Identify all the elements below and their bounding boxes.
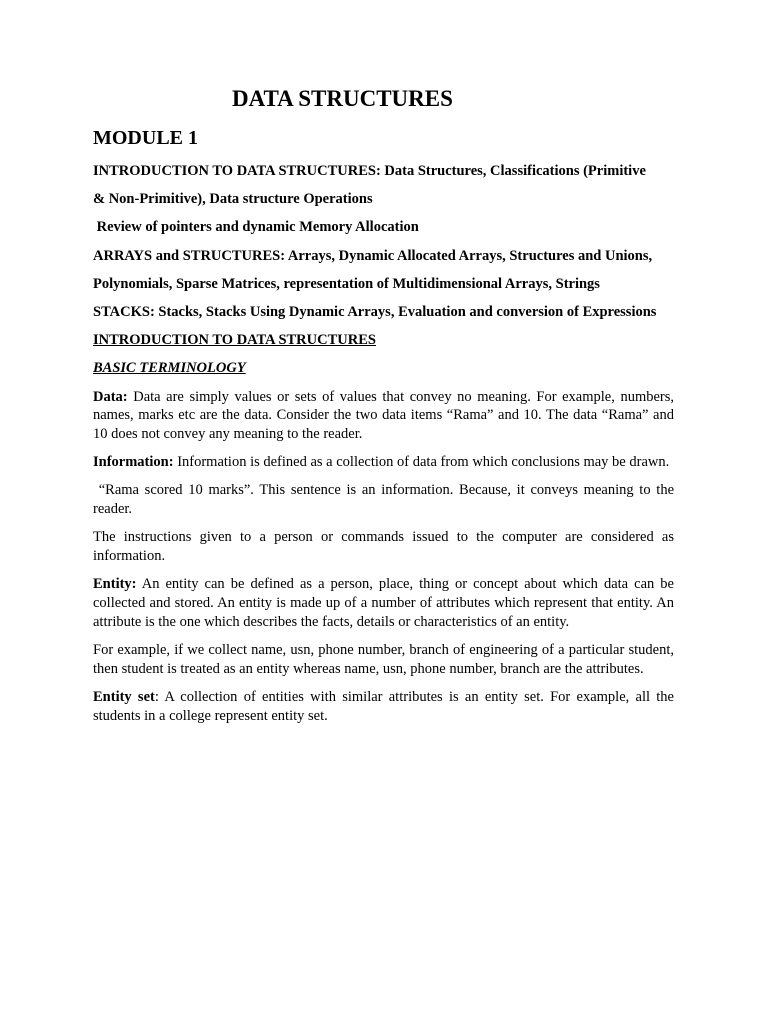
section-heading-paragraph [93, 331, 674, 350]
module-heading: MODULE 1 [93, 127, 198, 149]
syllabus-line: ARRAYS and STRUCTURES: Arrays, Dynamic Allocated Arrays, Structures and Unions, [93, 247, 653, 264]
entity-definition-text: An entity can be defined as a person, place, thing or concept about which data can be collected and stored. An entity is made up of a number of attributes which represent that entity. An attribute is the one which describes the facts, details or characteristics of an entity. [93, 576, 674, 631]
data-definition-text: Data are simply values or sets of values that convey no meaning. For example, numbers, names, marks etc are the data. Consider the two data items “Rama” and 10. The data “Rama” and 10 does not convey any meaning to the reader. [93, 388, 674, 443]
entity-term: Entity: [93, 576, 137, 593]
information-definition [93, 453, 674, 472]
section-heading: INTRODUCTION TO DATA STRUCTURES [93, 332, 376, 349]
syllabus-line: & Non-Primitive), Data structure Operations [93, 191, 373, 208]
information-example: “Rama scored 10 marks”. This sentence is an information. Because, it conveys meaning to the reader. [93, 482, 678, 518]
data-term: Data: [93, 388, 128, 405]
entity-definition [93, 575, 674, 631]
document-title: DATA STRUCTURES [232, 86, 453, 111]
syllabus-line: STACKS: Stacks, Stacks Using Dynamic Arrays, Evaluation and conversion of Expressions [93, 303, 657, 320]
subsection-heading: BASIC TERMINOLOGY [93, 360, 246, 377]
subsection-heading-paragraph [93, 359, 674, 378]
syllabus-line: Polynomials, Sparse Matrices, representation of Multidimensional Arrays, Strings [93, 275, 600, 292]
entity-set-term: Entity set [93, 689, 155, 706]
data-definition [93, 388, 674, 444]
information-definition-text: Information is defined as a collection of data from which conclusions may be drawn. [173, 454, 670, 471]
entity-example: For example, if we collect name, usn, phone number, branch of engineering of a particular student, then student is treated as an entity whereas name, usn, phone number, branch are the attributes. [93, 642, 674, 678]
information-term: Information: [93, 454, 174, 471]
entity-set-definition [93, 688, 674, 726]
syllabus-line: Review of pointers and dynamic Memory Allocation [93, 219, 419, 236]
entity-set-definition-text: : A collection of entities with similar attributes is an entity set. For example, all the students in a college represent entity set. [93, 689, 674, 724]
instructions-paragraph: The instructions given to a person or commands issued to the computer are considered as information. [93, 529, 674, 565]
syllabus-line: INTRODUCTION TO DATA STRUCTURES: Data Structures, Classifications (Primitive [93, 163, 646, 179]
document-body [93, 162, 678, 735]
